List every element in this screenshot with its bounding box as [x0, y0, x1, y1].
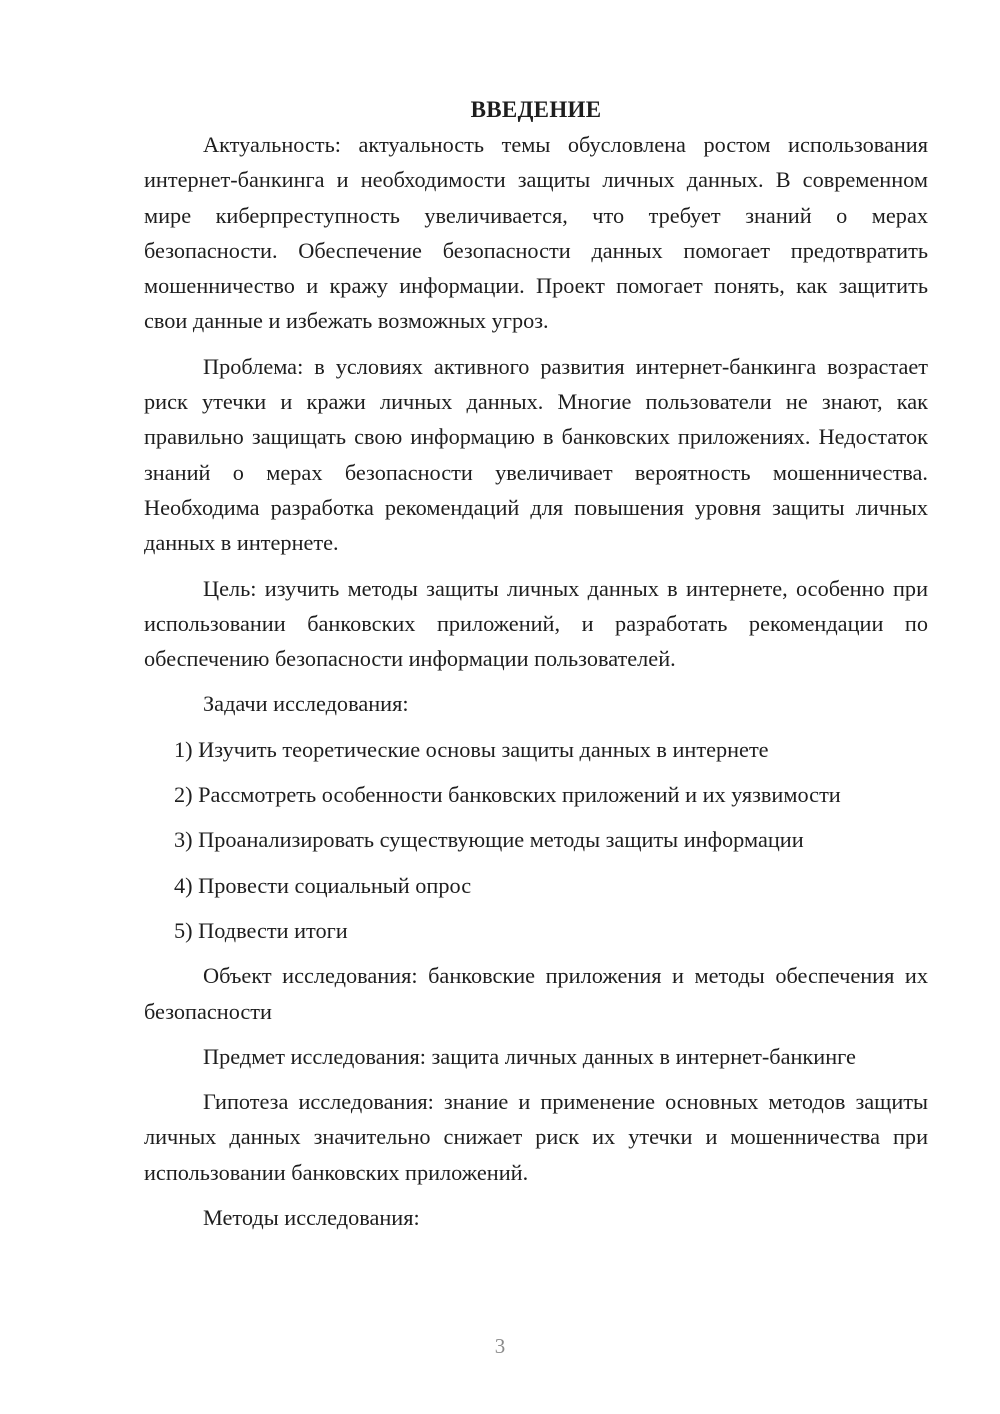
paragraph-methods-heading: Методы исследования: — [203, 1205, 420, 1231]
list-item-task-3: 3) Проанализировать существующие методы защиты информации — [174, 827, 804, 853]
paragraph-object: Объект исследования: банковские приложения и методы обеспечения их безопасности — [144, 963, 928, 1024]
list-item-task-5: 5) Подвести итоги — [174, 917, 348, 943]
list-item-task-1: 1) Изучить теоретические основы защиты данных в интернете — [174, 736, 769, 762]
page-title: ВВЕДЕНИЕ — [470, 97, 602, 122]
paragraph-tasks-heading: Задачи исследования: — [203, 691, 409, 717]
paragraph-subject: Предмет исследования: защита личных данных в интернет-банкинге — [203, 1043, 856, 1069]
paragraph-problem: Проблема: в условиях активного развития интернет-банкинга возрастает риск утечки и кражи личных данных. Многие пользователи не знают, как правильно защищать свою информацию в банковских приложениях. Недостаток знаний о мерах безопасности увеличивает вероятность мошенничества. Необходима разработка рекомендаций для повышения уровня защиты личных данных в интернете. — [144, 353, 928, 556]
list-item-task-2: 2) Рассмотреть особенности банковских приложений и их уязвимости — [174, 782, 841, 808]
list-item-task-4: 4) Провести социальный опрос — [174, 872, 472, 898]
paragraph-goal: Цель: изучить методы защиты личных данных в интернете, особенно при использовании банковских приложений, и разработать рекомендации по обеспечению безопасности информации пользователей. — [144, 575, 928, 672]
document-page — [144, 92, 928, 1235]
page-number: 3 — [494, 1334, 506, 1358]
paragraph-hypothesis: Гипотеза исследования: знание и применение основных методов защиты личных данных значительно снижает риск их утечки и мошенничества при использовании банковских приложений. — [144, 1089, 928, 1185]
paragraph-relevance: Актуальность: актуальность темы обусловлена ростом использования интернет-банкинга и необходимости защиты личных данных. В современном мире киберпреступность увеличивается, что требует знаний о мерах безопасности. Обеспечение безопасности данных помогает предотвратить мошенничество и кражу информации. Проект помогает понять, как защитить свои данные и избежать возможных угроз. — [144, 132, 928, 334]
